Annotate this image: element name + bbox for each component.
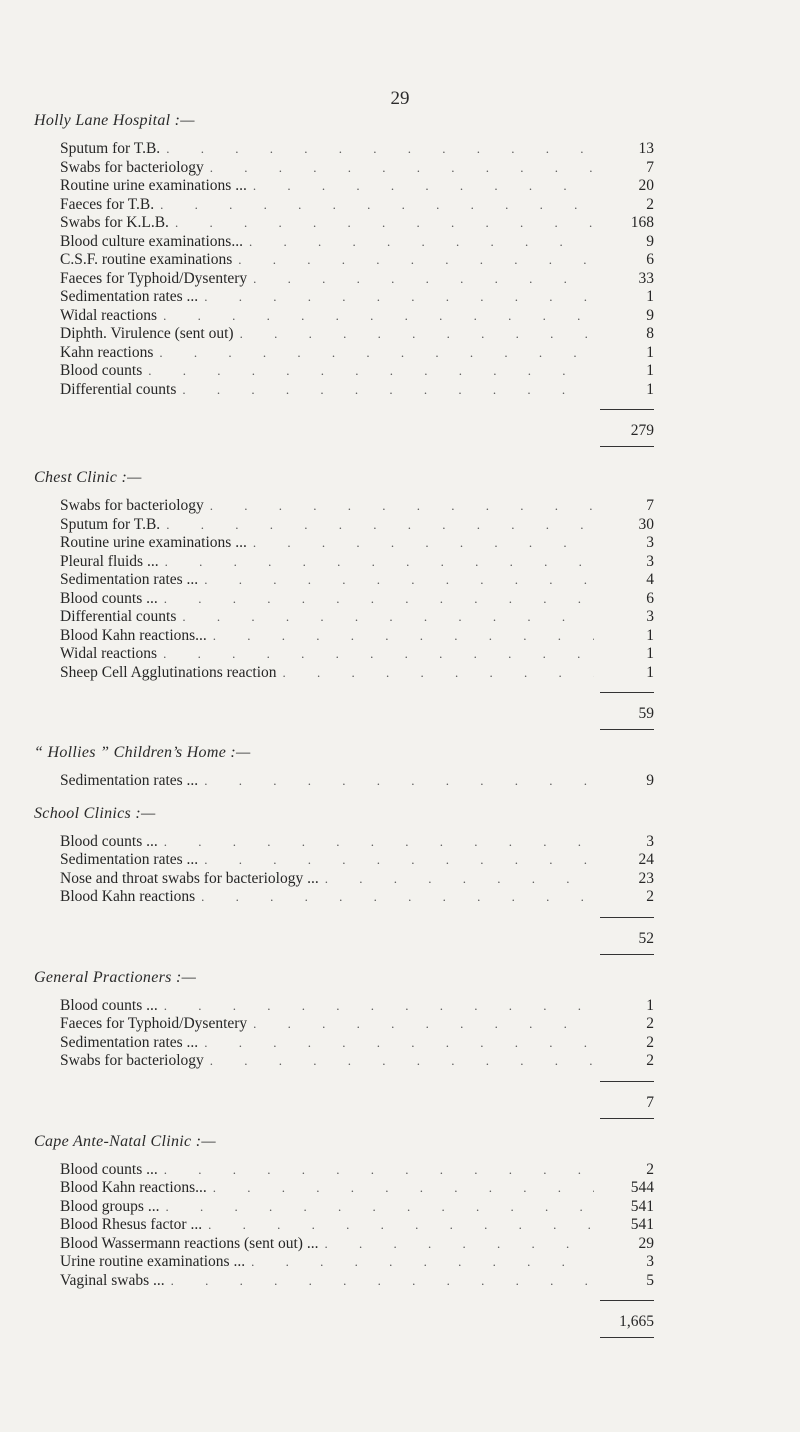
dot-leader (175, 214, 594, 233)
dot-leader (204, 288, 594, 307)
section-rows (60, 833, 654, 907)
dot-leader (238, 251, 594, 270)
table-row (60, 196, 654, 215)
table-row (60, 516, 654, 535)
row-label: C.S.F. routine examinations (60, 251, 233, 268)
table-row (60, 1235, 654, 1254)
row-label: Kahn reactions (60, 343, 154, 361)
section-rows (60, 140, 654, 399)
row-value: 2 (646, 1160, 654, 1178)
section (34, 469, 654, 730)
row-label: Blood culture examinations... (60, 232, 243, 250)
table-row (60, 270, 654, 289)
table-row (60, 233, 654, 252)
table-row (60, 772, 654, 791)
dot-leader (249, 233, 594, 252)
table-row (60, 1198, 654, 1217)
dot-leader (166, 140, 594, 159)
section-rows (60, 997, 654, 1071)
row-value: 1 (646, 663, 654, 681)
table-row (60, 590, 654, 609)
row-label: Blood groups ... (60, 1197, 160, 1215)
dot-leader (210, 497, 594, 516)
row-label: Faeces for Typhoid/Dysentery (60, 269, 248, 287)
dot-leader (213, 1179, 594, 1198)
row-value: 7 (646, 497, 654, 514)
total-row (34, 1290, 654, 1338)
row-label: Urine routine examinations ... (60, 1253, 246, 1270)
table-row (60, 381, 654, 400)
row-value: 1 (646, 380, 654, 398)
row-label: Blood Kahn reactions (60, 888, 196, 905)
dot-leader (204, 1034, 594, 1053)
dot-leader (253, 534, 594, 553)
row-value: 2 (646, 1015, 654, 1032)
dot-leader (182, 608, 594, 627)
row-value: 9 (646, 232, 654, 250)
row-value: 3 (646, 534, 654, 551)
dot-leader (325, 870, 594, 889)
section-title: School Clinics :— (34, 804, 156, 822)
section-total: 52 (600, 917, 654, 955)
row-value: 30 (638, 515, 654, 533)
row-value: 23 (638, 869, 654, 887)
row-value: 2 (646, 195, 654, 213)
row-value: 1 (646, 288, 654, 305)
row-value: 33 (638, 269, 654, 287)
dot-leader (208, 1216, 594, 1235)
dot-leader (164, 590, 594, 609)
row-value: 7 (646, 158, 654, 176)
row-label: Widal reactions (60, 306, 158, 324)
table-row (60, 307, 654, 326)
section (34, 805, 654, 955)
row-label: Sedimentation rates ... (60, 851, 199, 868)
total-row (34, 399, 654, 447)
table-row (60, 140, 654, 159)
dot-leader (253, 1015, 594, 1034)
row-label: Sedimentation rates ... (60, 1033, 199, 1051)
row-value: 4 (646, 571, 654, 588)
dot-leader (253, 270, 594, 289)
table-row (60, 997, 654, 1016)
dot-leader (148, 362, 594, 381)
row-value: 20 (638, 177, 654, 194)
section-total: 1,665 (600, 1300, 654, 1338)
dot-leader (251, 1253, 594, 1272)
table-row (60, 1052, 654, 1071)
section-total: 279 (600, 409, 654, 447)
section-title: Cape Ante-Natal Clinic :— (34, 1132, 216, 1150)
dot-leader (164, 1161, 594, 1180)
table-row (60, 159, 654, 178)
total-row (34, 907, 654, 955)
row-label: Swabs for bacteriology (60, 497, 204, 514)
dot-leader (210, 1052, 594, 1071)
row-value: 9 (646, 772, 654, 789)
dot-leader (163, 645, 594, 664)
table-row (60, 1272, 654, 1291)
row-value: 13 (638, 140, 654, 157)
dot-leader (182, 381, 594, 400)
row-value: 3 (646, 552, 654, 570)
row-label: Swabs for K.L.B. (60, 214, 169, 231)
row-label: Blood Wassermann reactions (sent out) ... (60, 1234, 319, 1252)
table-row (60, 177, 654, 196)
row-value: 3 (646, 608, 654, 625)
dot-leader (204, 772, 594, 791)
row-label: Sedimentation rates ... (60, 772, 199, 789)
table-row (60, 851, 654, 870)
row-label: Sedimentation rates ... (60, 288, 199, 305)
row-value: 541 (630, 1197, 654, 1215)
row-label: Blood counts ... (60, 832, 158, 850)
dot-leader (165, 553, 594, 572)
row-value: 3 (646, 832, 654, 850)
dot-leader (283, 664, 594, 683)
table-row (60, 362, 654, 381)
table-row (60, 571, 654, 590)
row-label: Blood Kahn reactions... (60, 626, 207, 644)
section-total: 7 (600, 1081, 654, 1119)
row-label: Differential counts (60, 608, 177, 625)
total-row (34, 1071, 654, 1119)
dot-leader (159, 344, 594, 363)
row-value: 29 (638, 1234, 654, 1252)
section (34, 744, 654, 791)
row-value: 2 (646, 1052, 654, 1069)
row-label: Blood counts (60, 362, 143, 379)
row-label: Diphth. Virulence (sent out) (60, 325, 234, 342)
row-label: Swabs for bacteriology (60, 158, 204, 176)
table-row (60, 344, 654, 363)
table-row (60, 833, 654, 852)
row-value: 544 (630, 1179, 654, 1196)
section-total: 59 (600, 692, 654, 730)
row-value: 1 (646, 626, 654, 644)
dot-leader (253, 177, 594, 196)
table-row (60, 627, 654, 646)
page-number: 29 (390, 88, 410, 109)
row-label: Faeces for T.B. (60, 195, 155, 213)
table-row (60, 288, 654, 307)
row-label: Sheep Cell Agglutinations reaction (60, 663, 277, 681)
table-row (60, 645, 654, 664)
table-row (60, 251, 654, 270)
row-label: Widal reactions (60, 645, 158, 662)
dot-leader (165, 1198, 594, 1217)
row-value: 1 (646, 645, 654, 662)
row-label: Nose and throat swabs for bacteriology ... (60, 869, 319, 887)
table-row (60, 534, 654, 553)
dot-leader (166, 516, 594, 535)
table-row (60, 1034, 654, 1053)
table-row (60, 1015, 654, 1034)
row-label: Blood counts ... (60, 589, 158, 607)
table-row (60, 1216, 654, 1235)
table-row (60, 608, 654, 627)
row-label: Blood Rhesus factor ... (60, 1216, 203, 1233)
section-title: General Practioners :— (34, 968, 197, 986)
row-label: Vaginal swabs ... (60, 1271, 165, 1289)
section-title: Holly Lane Hospital :— (34, 112, 195, 129)
dot-leader (163, 307, 594, 326)
row-label: Blood Kahn reactions... (60, 1179, 207, 1196)
row-label: Faeces for Typhoid/Dysentery (60, 1015, 248, 1032)
table-row (60, 1179, 654, 1198)
row-value: 1 (646, 343, 654, 361)
dot-leader (204, 571, 594, 590)
total-row (34, 682, 654, 730)
row-label: Pleural fluids ... (60, 552, 159, 570)
section (34, 969, 654, 1119)
table-row (60, 1253, 654, 1272)
row-value: 9 (646, 306, 654, 324)
row-value: 5 (646, 1271, 654, 1289)
table-row (60, 214, 654, 233)
dot-leader (213, 627, 594, 646)
table-row (60, 870, 654, 889)
row-label: Sedimentation rates ... (60, 571, 199, 588)
row-value: 3 (646, 1253, 654, 1270)
section-title: “ Hollies ” Children’s Home :— (34, 744, 251, 761)
table-row (60, 1161, 654, 1180)
row-label: Blood counts ... (60, 996, 158, 1014)
table-row (60, 497, 654, 516)
section (34, 1133, 654, 1339)
dot-leader (204, 851, 594, 870)
table-row (60, 888, 654, 907)
section-title: Chest Clinic :— (34, 469, 142, 486)
row-label: Routine urine examinations ... (60, 177, 247, 194)
section-rows (60, 772, 654, 791)
dot-leader (164, 997, 594, 1016)
row-value: 2 (646, 888, 654, 905)
row-label: Sputum for T.B. (60, 515, 161, 533)
row-value: 1 (646, 362, 654, 379)
dot-leader (171, 1272, 594, 1291)
dot-leader (164, 833, 594, 852)
row-label: Routine urine examinations ... (60, 534, 247, 551)
row-value: 2 (646, 1033, 654, 1051)
table-row (60, 325, 654, 344)
row-value: 6 (646, 251, 654, 268)
section-rows (60, 1161, 654, 1291)
table-row (60, 553, 654, 572)
section-rows (60, 497, 654, 682)
row-value: 168 (630, 214, 654, 231)
row-value: 6 (646, 589, 654, 607)
row-label: Differential counts (60, 380, 177, 398)
row-value: 1 (646, 996, 654, 1014)
dot-leader (240, 325, 594, 344)
dot-leader (160, 196, 594, 215)
row-value: 24 (638, 851, 654, 868)
document-body (34, 112, 654, 1352)
dot-leader (210, 159, 594, 178)
row-value: 8 (646, 325, 654, 342)
row-label: Sputum for T.B. (60, 140, 161, 157)
row-label: Swabs for bacteriology (60, 1052, 204, 1069)
row-label: Blood counts ... (60, 1160, 158, 1178)
dot-leader (201, 888, 594, 907)
table-row (60, 664, 654, 683)
section (34, 112, 654, 447)
row-value: 541 (630, 1216, 654, 1233)
dot-leader (324, 1235, 594, 1254)
